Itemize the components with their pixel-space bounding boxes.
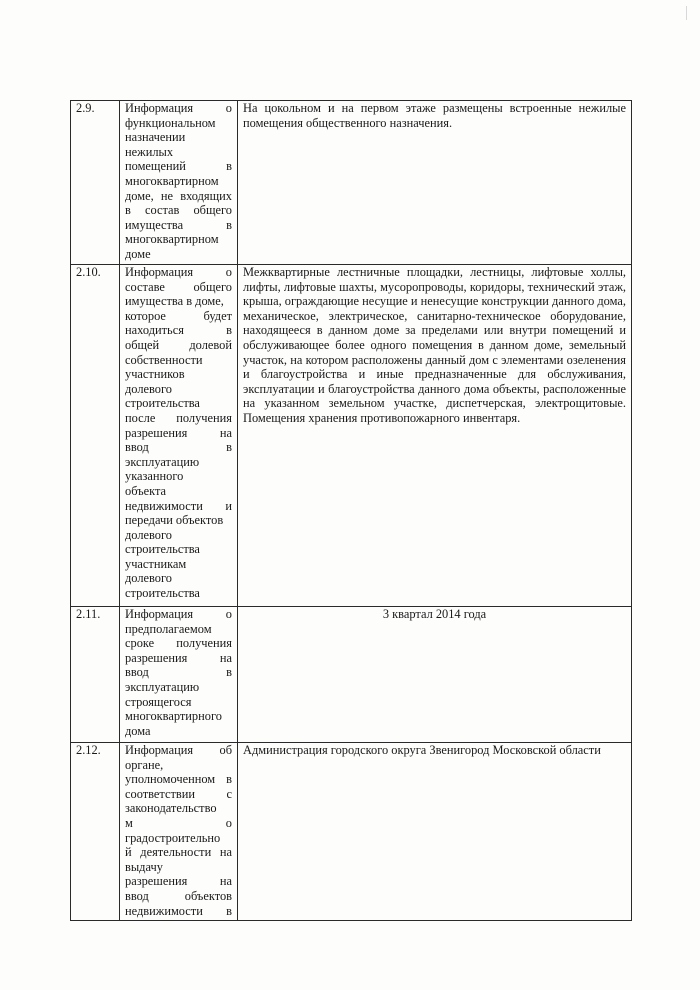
label-line: долевого: [125, 381, 172, 396]
row-value: На цокольном и на первом этаже размещены встроенные нежилые помещения общественного назначения.: [238, 101, 632, 265]
label-line: недвижимости в: [125, 903, 232, 918]
row-value: Межквартирные лестничные площадки, лестницы, лифтовые холлы, лифты, лифтовые шахты, мусоропроводы, коридоры, технический этаж, крыша, ограждающие несущие и ненесущие конструкции данного дома, механическое, электрическое, санитарно-техническое оборудование, находящееся в данном доме за пределами или внутри помещений и обслуживающее более одного помещения в данном доме, земельный участок, на котором расположены данный дом с элементами озеленения и благоустройства и иные предназначенные для обслуживания, эксплуатации и благоустройства данного дома объекты, расположенные на указанном земельном участке, диспетчерская, электрощитовые. Помещения хранения противопожарного инвентаря.: [238, 265, 632, 607]
label-line: органе,: [125, 757, 164, 772]
label-line: долевого: [125, 571, 172, 586]
label-line: имущества в доме,: [125, 294, 224, 309]
label-line: после получения: [125, 410, 232, 425]
label-line: в состав общего: [125, 203, 232, 218]
row-number: 2.12.: [71, 743, 120, 921]
label-line: участникам: [125, 556, 187, 571]
label-line: которое будет: [125, 308, 232, 323]
label-line: долевого: [125, 527, 172, 542]
label-line: многоквартирном: [125, 232, 219, 247]
row-label: [120, 743, 238, 921]
row-label: [120, 607, 238, 743]
label-line: уполномоченном в: [125, 772, 232, 787]
label-line: м о: [125, 815, 232, 830]
label-line: Информация о: [125, 101, 232, 115]
label-line: ввод объектов: [125, 888, 232, 903]
row-label: [120, 101, 238, 265]
label-line: многоквартирного: [125, 709, 222, 724]
row-number: 2.10.: [71, 265, 120, 607]
label-line: разрешения на: [125, 425, 232, 440]
label-line: Информация о: [125, 607, 232, 621]
table-row: [71, 743, 632, 921]
label-line: разрешения на: [125, 650, 232, 665]
row-value: Администрация городского округа Звенигород Московской области: [238, 743, 632, 921]
row-number: 2.11.: [71, 607, 120, 743]
label-line: Информация о: [125, 265, 232, 279]
project-declaration-table: [70, 100, 632, 921]
scan-edge-mark: [686, 6, 687, 20]
row-label: [120, 265, 238, 607]
label-line: сроке получения: [125, 636, 232, 651]
label-line: эксплуатацию: [125, 454, 200, 469]
label-line: ввод в: [125, 665, 232, 680]
label-line: й деятельности на: [125, 845, 232, 860]
label-line: доме: [125, 246, 151, 261]
label-line: градостроительно: [125, 830, 221, 845]
label-line: находиться в: [125, 323, 232, 338]
label-line: доме, не входящих: [125, 188, 232, 203]
label-line: дома: [125, 723, 151, 738]
label-line: недвижимости и: [125, 498, 232, 513]
label-line: помещений в: [125, 159, 232, 174]
label-line: выдачу: [125, 859, 163, 874]
label-line: разрешения на: [125, 874, 232, 889]
label-line: строительства: [125, 542, 200, 557]
label-line: нежилых: [125, 144, 174, 159]
label-line: объекта: [125, 483, 167, 498]
row-number: 2.9.: [71, 101, 120, 265]
table-row: [71, 101, 632, 265]
label-line: имущества в: [125, 217, 232, 232]
label-line: ввод в: [125, 440, 232, 455]
label-line: строительства: [125, 586, 200, 601]
label-line: назначении: [125, 130, 186, 145]
label-line: строительства: [125, 396, 200, 411]
label-line: Информация об: [125, 743, 232, 757]
label-line: составе общего: [125, 279, 232, 294]
label-line: общей долевой: [125, 337, 232, 352]
label-line: указанного: [125, 469, 184, 484]
label-line: участников: [125, 367, 185, 382]
label-line: функциональном: [125, 115, 216, 130]
label-line: законодательство: [125, 801, 217, 816]
row-value: 3 квартал 2014 года: [238, 607, 632, 743]
label-line: собственности: [125, 352, 203, 367]
label-line: строящегося: [125, 694, 192, 709]
label-line: эксплуатацию: [125, 679, 200, 694]
table-row: [71, 265, 632, 607]
label-line: предполагаемом: [125, 621, 212, 636]
label-line: многоквартирном: [125, 173, 219, 188]
label-line: соответствии с: [125, 786, 232, 801]
label-line: передачи объектов: [125, 513, 224, 528]
table-row: [71, 607, 632, 743]
